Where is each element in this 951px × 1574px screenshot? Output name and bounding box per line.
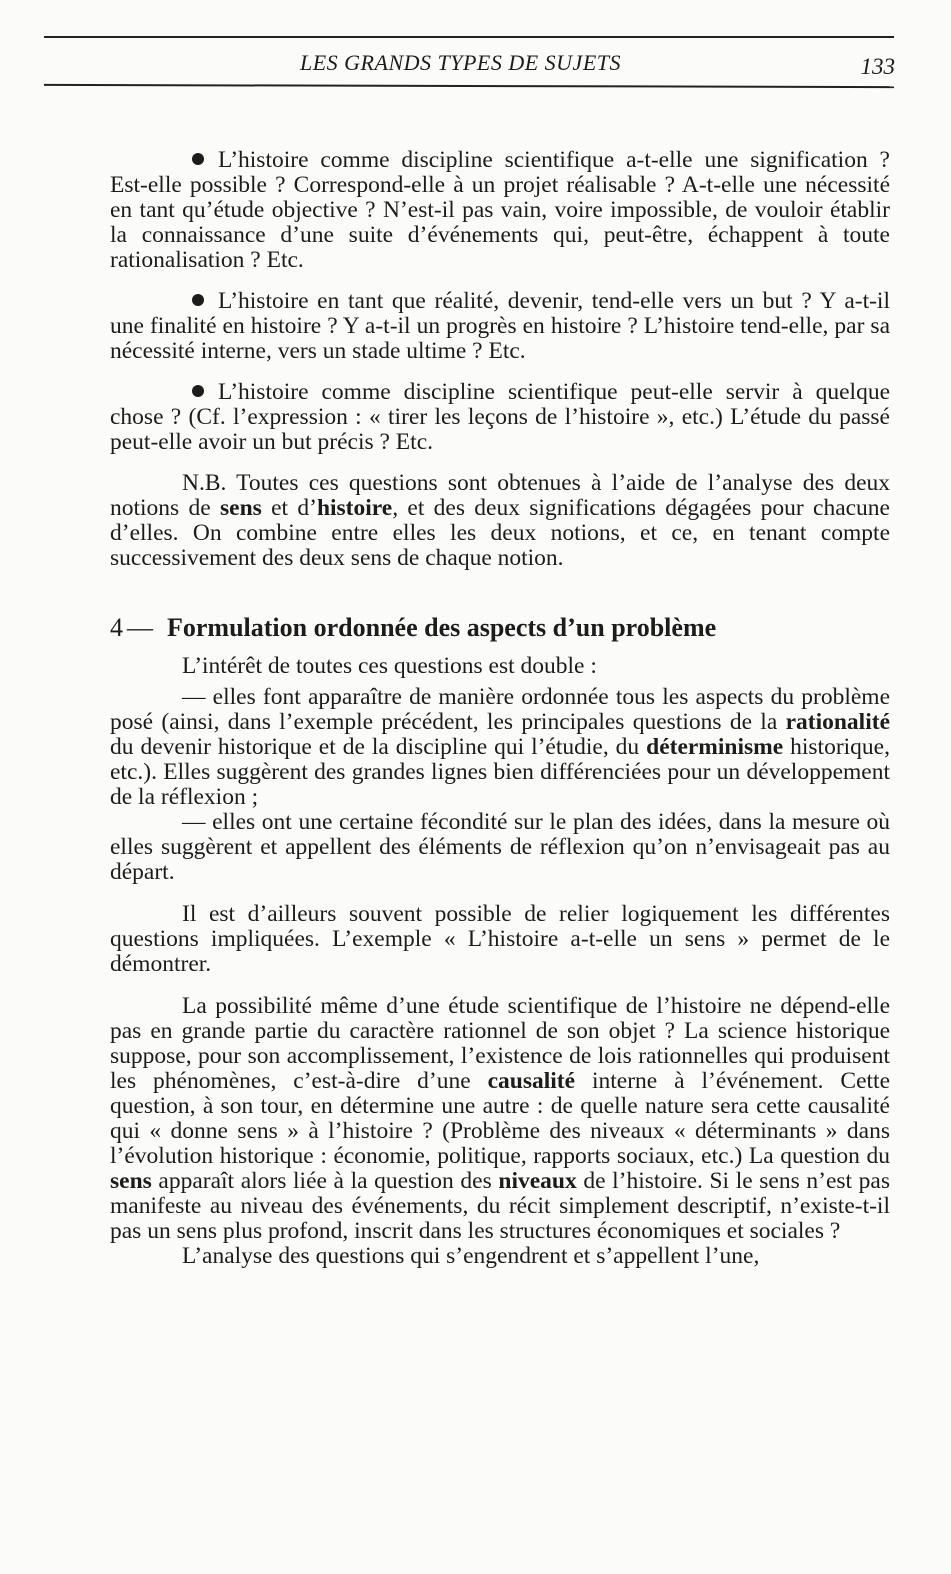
header-rule-top [44, 36, 894, 38]
section-title: Formulation ordonnée des aspects d’un problème [167, 613, 717, 642]
intro-paragraph: L’intérêt de toutes ces questions est double : [182, 653, 597, 679]
section-dash: — [127, 613, 153, 642]
keyword: niveaux [498, 1168, 577, 1194]
paragraph: L’analyse des questions qui s’engendrent et s’appellent l’une, [182, 1243, 760, 1269]
bullet-paragraph: L’histoire en tant que réalité, devenir, tend-elle vers un but ? Y a-t-il une finalité en histoire ? Y a-t-il un progrès en histoire ? L’histoire tend-elle, par sa nécessité interne, vers un stade ultime ? Etc. [110, 288, 890, 364]
page-number: 133 [860, 54, 895, 79]
section-heading [110, 615, 890, 640]
bullet-paragraph: L’histoire comme discipline scientifique a-t-elle une signification ? Est-elle possible ? Correspond-elle à un projet réalisable ? A-t-elle une nécessité en tant qu’étude objective ? N’est-il pas vain, voire impossible, de vouloir établir la connaissance d’une suite d’événements qui, peut-être, échappent à toute rationalisation ? Etc. [110, 147, 890, 273]
nb-paragraph: N.B. Toutes ces questions sont obtenues à l’aide de l’analyse des deux notions de sens et d’histoire, et des deux significations dégagées pour chacune d’elles. On combine entre elles les deux notions, et ce, en tenant compte successivement des deux sens de chaque notion. [110, 470, 890, 571]
bullet-dot-icon [192, 153, 204, 165]
bullet-dot-icon [192, 385, 204, 397]
paragraph: La possibilité même d’une étude scientifique de l’histoire ne dépend-elle pas en grande partie du caractère rationnel de son objet ? La science historique suppose, pour son accomplissement, l’existence de lois rationnelles qui produisent les phénomènes, c’est-à-dire d’une causalité interne à l’événement. Cette question, à son tour, en détermine une autre : de quelle nature sera cette causalité qui « donne sens » à l’histoire ? (Problème des niveaux « déterminants » dans l’évolution historique : économie, politique, rapports sociaux, etc.) La question du sens apparaît alors liée à la question des niveaux de l’histoire. Si le sens n’est pas manifeste au niveau des événements, du récit simplement descriptif, n’existe-t-il pas un sens plus profond, inscrit dans les structures économiques et sociales ? [110, 993, 890, 1244]
bullet-paragraph: L’histoire comme discipline scientifique peut-elle servir à quelque chose ? (Cf. l’expression : « tirer les leçons de l’histoire », etc.) L’étude du passé peut-elle avoir un but précis ? Etc. [110, 379, 890, 455]
bullet-dot-icon [192, 294, 204, 306]
page-body [110, 148, 890, 1269]
keyword: déterminisme [646, 734, 784, 760]
header-rule-bottom [44, 84, 894, 88]
section-number: 4 [110, 613, 123, 642]
keyword: rationalité [785, 709, 890, 735]
keyword: histoire [316, 495, 393, 521]
dash-item: — elles font apparaître de manière ordonnée tous les aspects du problème posé (ainsi, dans l’exemple précédent, les principales questions de la rationalité du devenir historique et de la discipline qui l’étudie, du déterminisme historique, etc.). Elles suggèrent des grandes lignes bien différenciées pour un développement de la réflexion ; [110, 684, 890, 810]
running-title: LES GRANDS TYPES DE SUJETS [300, 50, 621, 75]
keyword: causalité [487, 1068, 576, 1094]
keyword: sens [110, 1168, 152, 1194]
paragraph: Il est d’ailleurs souvent possible de relier logiquement les différentes questions impliquées. L’exemple « L’histoire a-t-elle un sens » permet de le démontrer. [110, 901, 890, 977]
keyword: sens [220, 495, 262, 521]
dash-item: — elles ont une certaine fécondité sur le plan des idées, dans la mesure où elles suggèrent et appellent des éléments de réflexion qu’on n’envisageait pas au départ. [110, 809, 890, 885]
